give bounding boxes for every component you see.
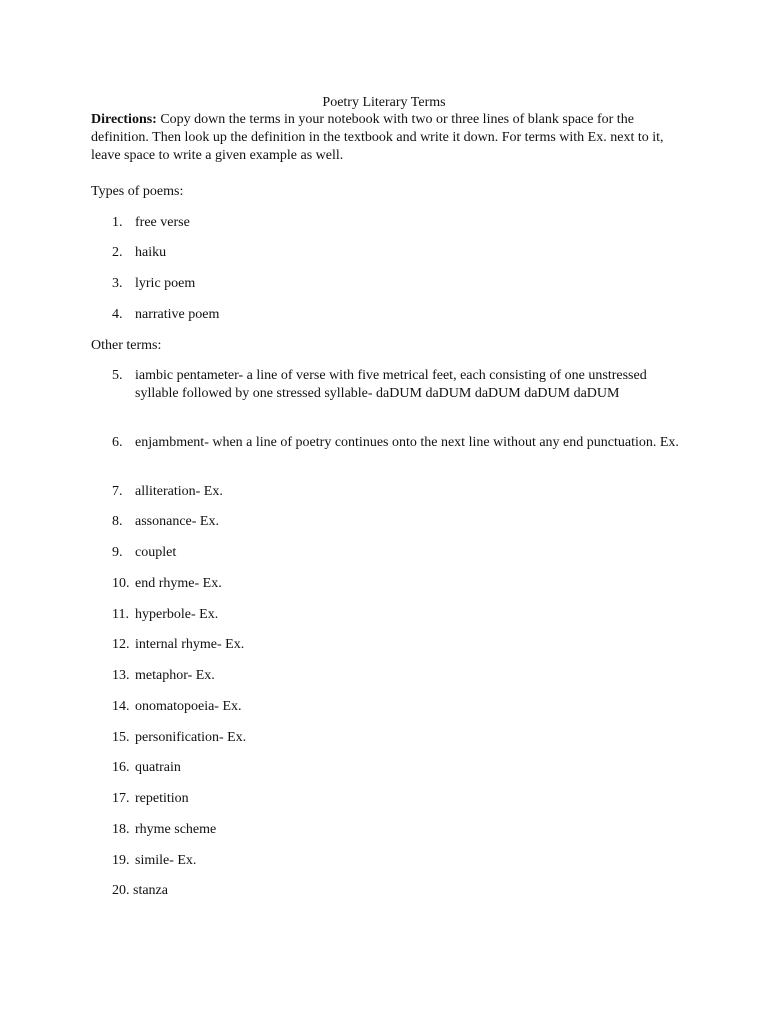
list-item (112, 306, 692, 324)
item-number: 1. (112, 215, 123, 230)
list-item (112, 636, 692, 654)
directions-label: Directions: (91, 112, 157, 127)
list-item (112, 882, 692, 900)
item-text: internal rhyme- Ex. (135, 637, 245, 652)
item-text: quatrain (135, 760, 181, 775)
item-text: free verse (135, 215, 190, 230)
directions-paragraph (91, 111, 691, 165)
item-text: personification- Ex. (135, 730, 247, 745)
item-number: 13. (112, 668, 130, 683)
item-text: iambic pentameter- a line of verse with five metrical feet, each consisting of one unstressed syllable followed by one stressed syllable- daDUM daDUM daDUM daDUM daDUM (135, 368, 647, 401)
types-heading: Types of poems: (91, 184, 184, 199)
directions-text: Copy down the terms in your notebook with two or three lines of blank space for the definition. Then look up the definition in the textbook and write it down. For terms with Ex. next to it, leave space to write a given example as well. (91, 112, 664, 163)
item-text: alliteration- Ex. (135, 484, 223, 499)
item-number: 3. (112, 276, 123, 291)
item-number: 2. (112, 245, 123, 260)
item-number: 14. (112, 699, 130, 714)
item-number: 20. (112, 883, 130, 898)
item-text: lyric poem (135, 276, 196, 291)
item-text: enjambment- when a line of poetry continues onto the next line without any end punctuation. Ex. (135, 435, 679, 450)
list-item (112, 544, 692, 562)
item-text: repetition (135, 791, 189, 806)
list-item (112, 852, 692, 870)
list-item (112, 367, 692, 403)
item-text: narrative poem (135, 307, 220, 322)
item-number: 16. (112, 760, 130, 775)
item-number: 17. (112, 791, 130, 806)
page-title: Poetry Literary Terms (322, 95, 446, 110)
list-item (112, 667, 692, 685)
list-item (112, 214, 692, 232)
item-text: stanza (133, 883, 168, 898)
list-item (112, 729, 692, 747)
item-number: 4. (112, 307, 123, 322)
item-number: 18. (112, 822, 130, 837)
item-text: haiku (135, 245, 167, 260)
item-number: 7. (112, 484, 123, 499)
item-text: rhyme scheme (135, 822, 217, 837)
item-number: 10. (112, 576, 130, 591)
item-text: couplet (135, 545, 177, 560)
list-item (112, 759, 692, 777)
item-number: 9. (112, 545, 123, 560)
list-item (112, 698, 692, 716)
list-item (112, 434, 692, 452)
item-number: 8. (112, 514, 123, 529)
item-number: 5. (112, 368, 123, 383)
list-item (112, 483, 692, 501)
item-text: metaphor- Ex. (135, 668, 215, 683)
item-text: hyperbole- Ex. (135, 607, 219, 622)
item-number: 19. (112, 853, 130, 868)
list-item (112, 513, 692, 531)
item-number: 15. (112, 730, 130, 745)
item-number: 11. (112, 607, 129, 622)
item-text: onomatopoeia- Ex. (135, 699, 242, 714)
list-item (112, 575, 692, 593)
list-item (112, 606, 692, 624)
item-text: simile- Ex. (135, 853, 197, 868)
list-item (112, 790, 692, 808)
item-number: 12. (112, 637, 130, 652)
other-terms-heading: Other terms: (91, 338, 162, 353)
list-item (112, 821, 692, 839)
list-item (112, 244, 692, 262)
item-text: assonance- Ex. (135, 514, 219, 529)
list-item (112, 275, 692, 293)
item-text: end rhyme- Ex. (135, 576, 222, 591)
item-number: 6. (112, 435, 123, 450)
